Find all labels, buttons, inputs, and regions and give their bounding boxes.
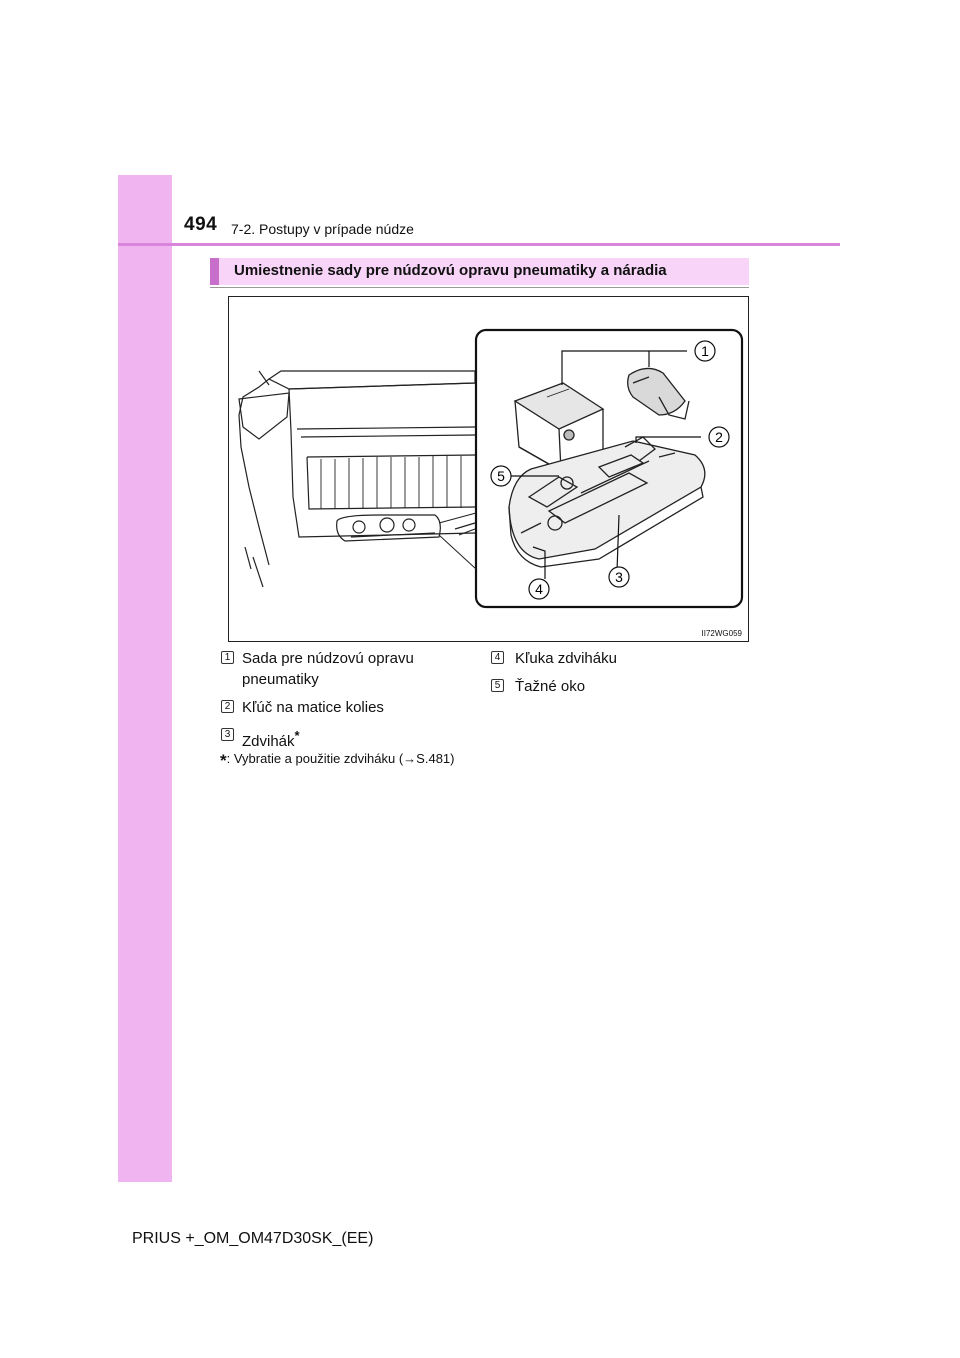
legend-item-towing-eyelet: Ťažné oko (515, 678, 586, 695)
legend-item-jack-handle: Kľuka zdviháku (515, 650, 617, 667)
page-number: 494 (184, 214, 218, 235)
legend-item-repair-kit: Sada pre núdzovú opravu pneumatiky (242, 650, 414, 688)
callout-4 (529, 579, 549, 599)
section-accent (210, 258, 219, 285)
footnote-marker: * (220, 751, 227, 770)
header-divider (118, 243, 840, 246)
callout-2 (709, 427, 729, 447)
chapter-title: 7-2. Postupy v prípade núdze (231, 221, 414, 237)
legend-item-jack (242, 725, 300, 752)
chapter-sidebar-tab (118, 175, 172, 1182)
figure-code: II72WG059 (701, 629, 742, 638)
legend-badge-2: 2 (221, 700, 234, 713)
jack-footnote-marker: * (294, 728, 300, 743)
callout-3 (609, 567, 629, 587)
callout-5 (491, 466, 511, 486)
legend-badge-4: 4 (491, 651, 504, 664)
car-trunk-illustration (239, 371, 475, 587)
legend-jack-label: Zdvihák (242, 733, 295, 750)
svg-text:5: 5 (497, 468, 505, 484)
figure-drawing (229, 297, 748, 641)
tool-location-figure (228, 296, 749, 642)
legend-badge-5: 5 (491, 679, 504, 692)
section-heading (210, 258, 749, 285)
document-footer: PRIUS +_OM_OM47D30SK_(EE) (132, 1230, 374, 1247)
section-title: Umiestnenie sady pre núdzovú opravu pneumatiky a náradia (234, 262, 667, 279)
callout-1 (695, 341, 715, 361)
section-divider (210, 287, 749, 288)
legend-item-wheel-nut-wrench: Kľúč na matice kolies (242, 699, 384, 716)
legend-badge-1: 1 (221, 651, 234, 664)
svg-text:3: 3 (615, 569, 623, 585)
svg-text:2: 2 (715, 429, 723, 445)
svg-text:1: 1 (701, 343, 709, 359)
legend-badge-3: 3 (221, 728, 234, 741)
footnote-text: : Vybratie a použitie zdviháku (→S.481) (226, 751, 455, 766)
svg-text:4: 4 (535, 581, 543, 597)
footnote (220, 751, 454, 771)
